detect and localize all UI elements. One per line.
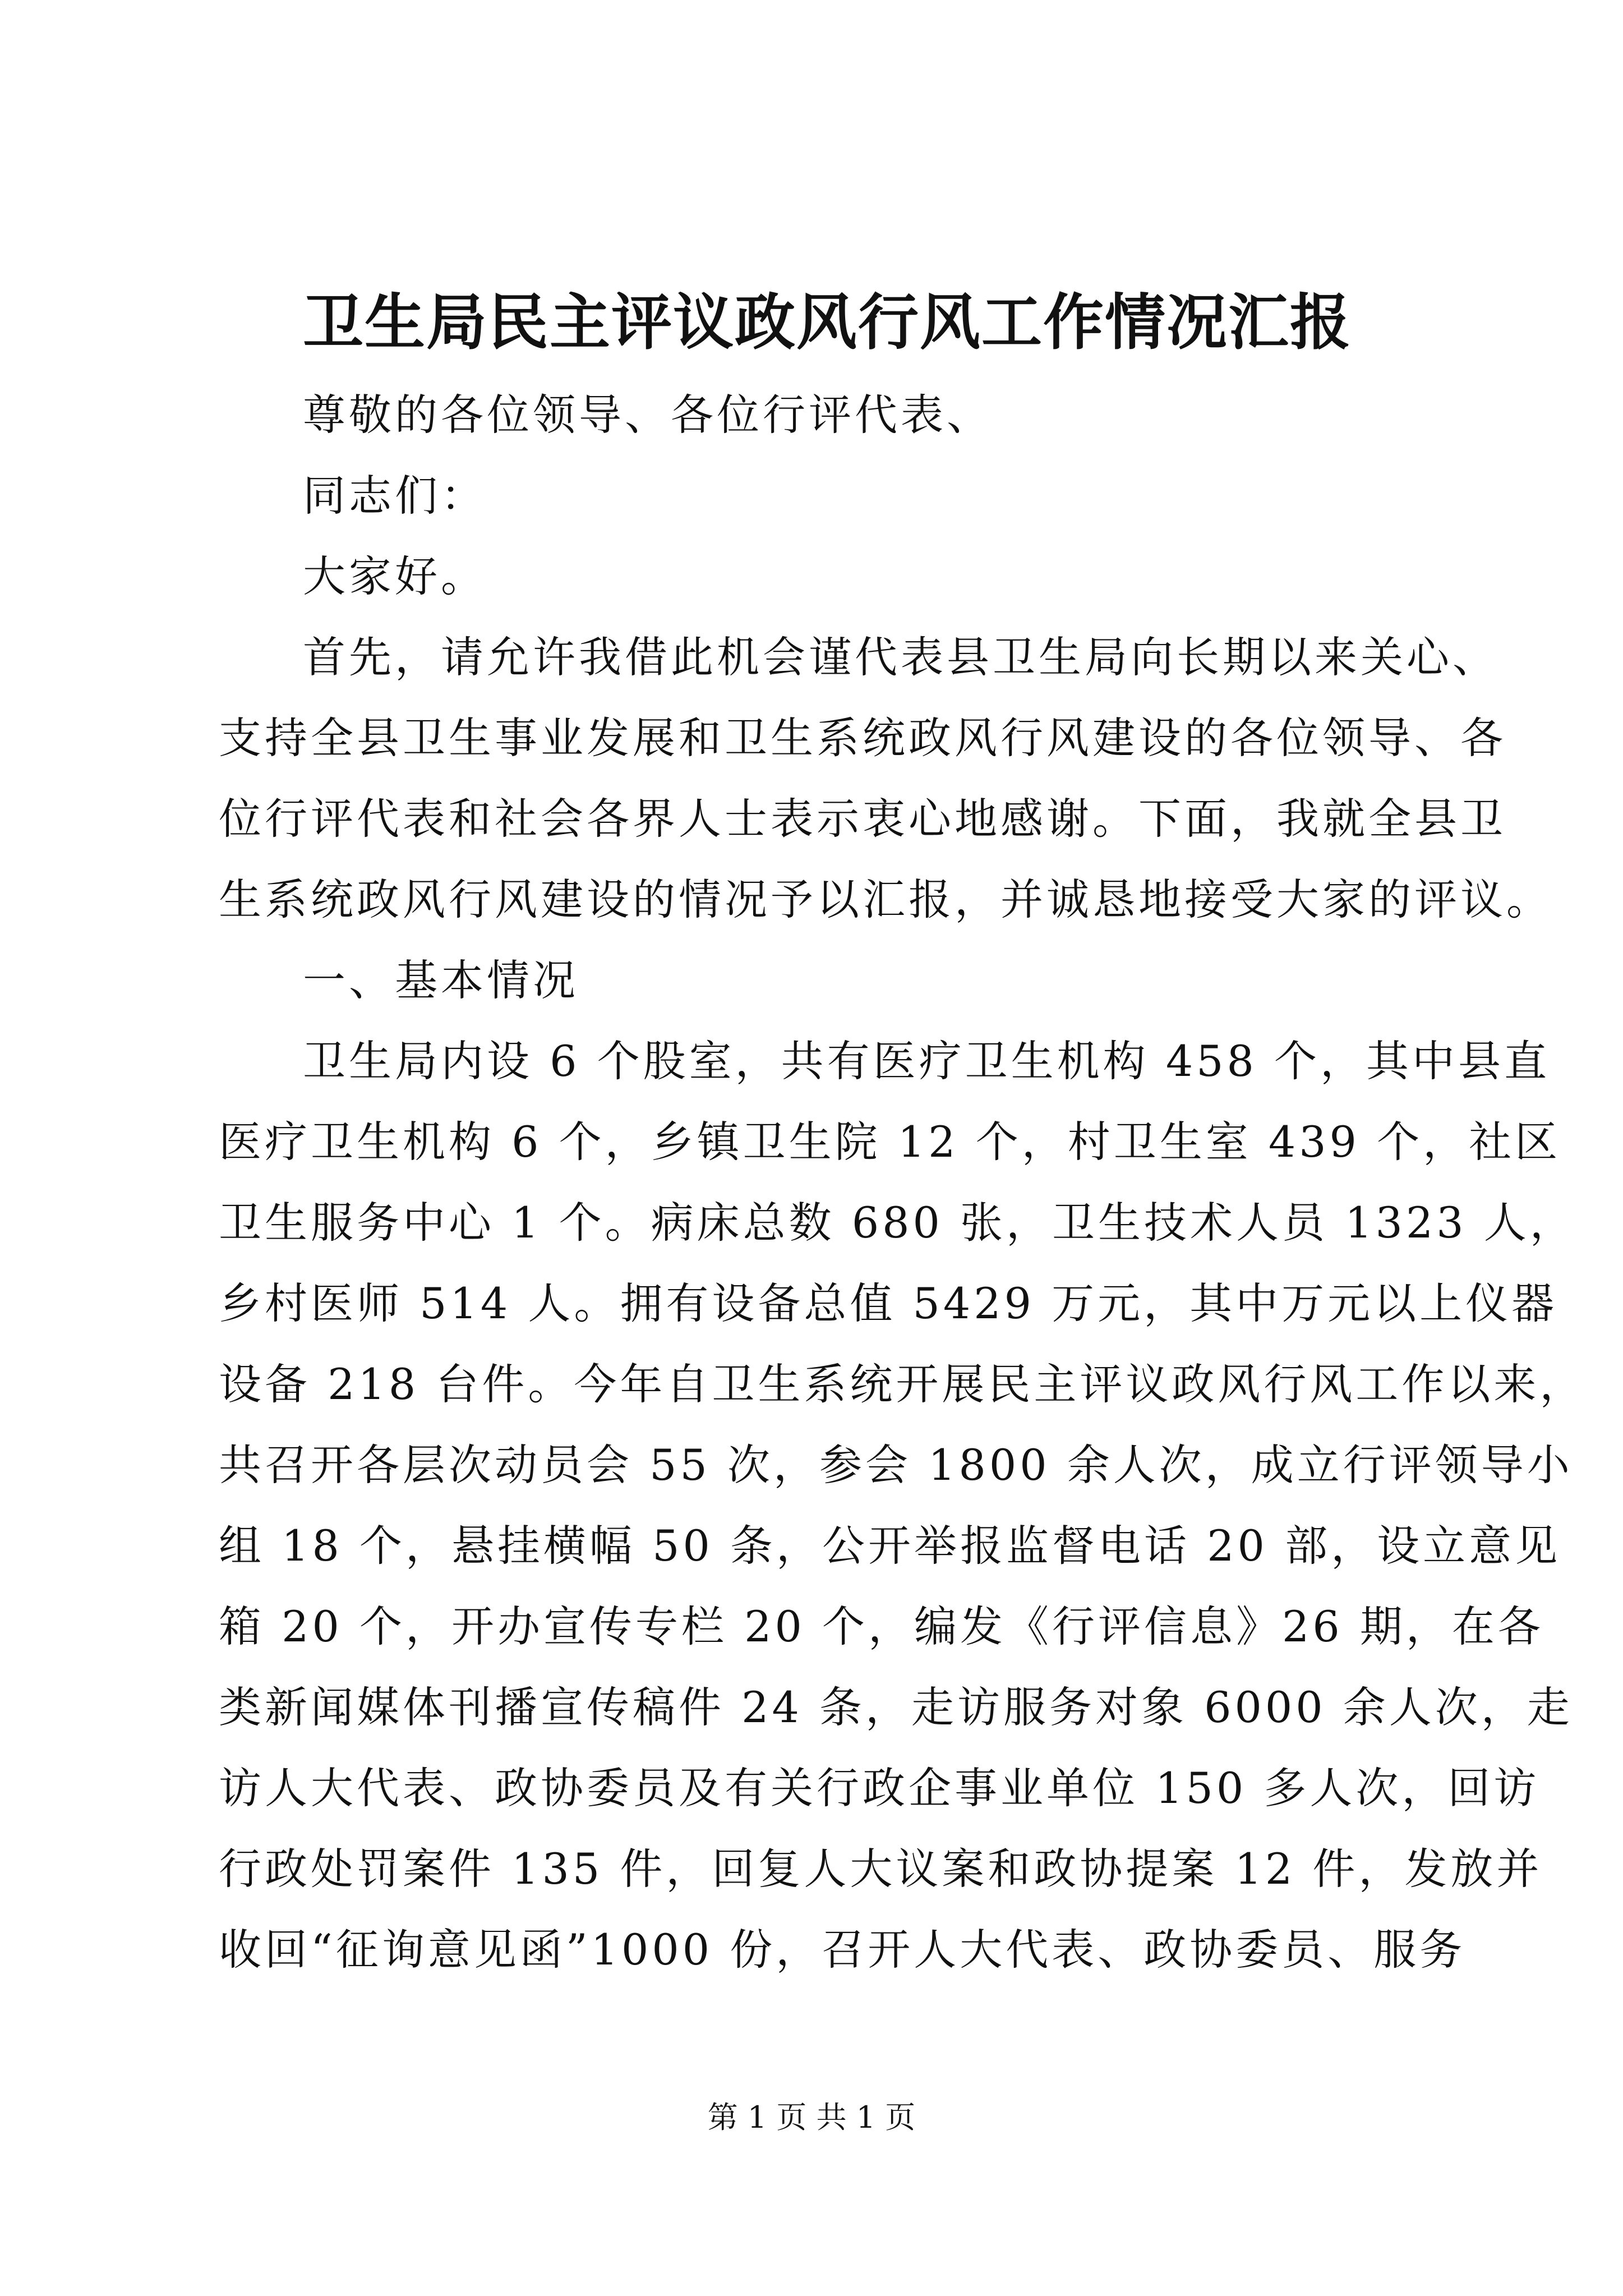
paragraph-line: 设备 218 台件。今年自卫生系统开展民主评议政风行风工作以来，: [219, 1359, 1586, 1409]
paragraph-line: 访人大代表、政协委员及有关行政企事业单位 150 多人次，回访: [219, 1763, 1540, 1813]
paragraph-line: 生系统政风行风建设的情况予以汇报，并诚恳地接受大家的评议。: [219, 875, 1552, 924]
paragraph-line: 卫生局内设 6 个股室，共有医疗卫生机构 458 个，其中县直: [303, 1036, 1551, 1086]
section-heading: 一、基本情况: [303, 955, 579, 1005]
paragraph-line: 支持全县卫生事业发展和卫生系统政风行风建设的各位领导、各: [219, 713, 1506, 763]
paragraph-line: 组 18 个，悬挂横幅 50 条，公开举报监督电话 20 部，设立意见: [219, 1521, 1561, 1571]
paragraph-line: 箱 20 个，开办宣传专栏 20 个，编发《行评信息》26 期，在各: [219, 1602, 1544, 1651]
salutation-line: 同志们：: [303, 471, 487, 521]
document-title: 卫生局民主评议政风行风工作情况汇报: [303, 287, 1352, 358]
page-footer: 第 1 页 共 1 页: [707, 2100, 916, 2135]
paragraph-line: 卫生服务中心 1 个。病床总数 680 张，卫生技术人员 1323 人，: [219, 1198, 1576, 1248]
paragraph-line: 首先，请允许我借此机会谨代表县卫生局向长期以来关心、: [303, 632, 1498, 682]
paragraph-line: 医疗卫生机构 6 个，乡镇卫生院 12 个，村卫生室 439 个，社区: [219, 1117, 1561, 1167]
paragraph-line: 乡村医师 514 人。拥有设备总值 5429 万元，其中万元以上仪器: [219, 1278, 1558, 1328]
paragraph-line: 位行评代表和社会各界人士表示衷心地感谢。下面，我就全县卫: [219, 794, 1506, 844]
paragraph-line: 收回“征询意见函”1000 份，召开人大代表、政协委员、服务: [219, 1925, 1466, 1975]
paragraph-line: 行政处罚案件 135 件，回复人大议案和政协提案 12 件，发放并: [219, 1844, 1543, 1894]
paragraph-line: 共召开各层次动员会 55 次，参会 1800 余人次，成立行评领导小: [219, 1440, 1573, 1490]
greeting-line: 大家好。: [303, 551, 487, 601]
paragraph-line: 类新闻媒体刊播宣传稿件 24 条，走访服务对象 6000 余人次，走: [219, 1682, 1573, 1732]
salutation-line: 尊敬的各位领导、各位行评代表、: [303, 390, 993, 440]
